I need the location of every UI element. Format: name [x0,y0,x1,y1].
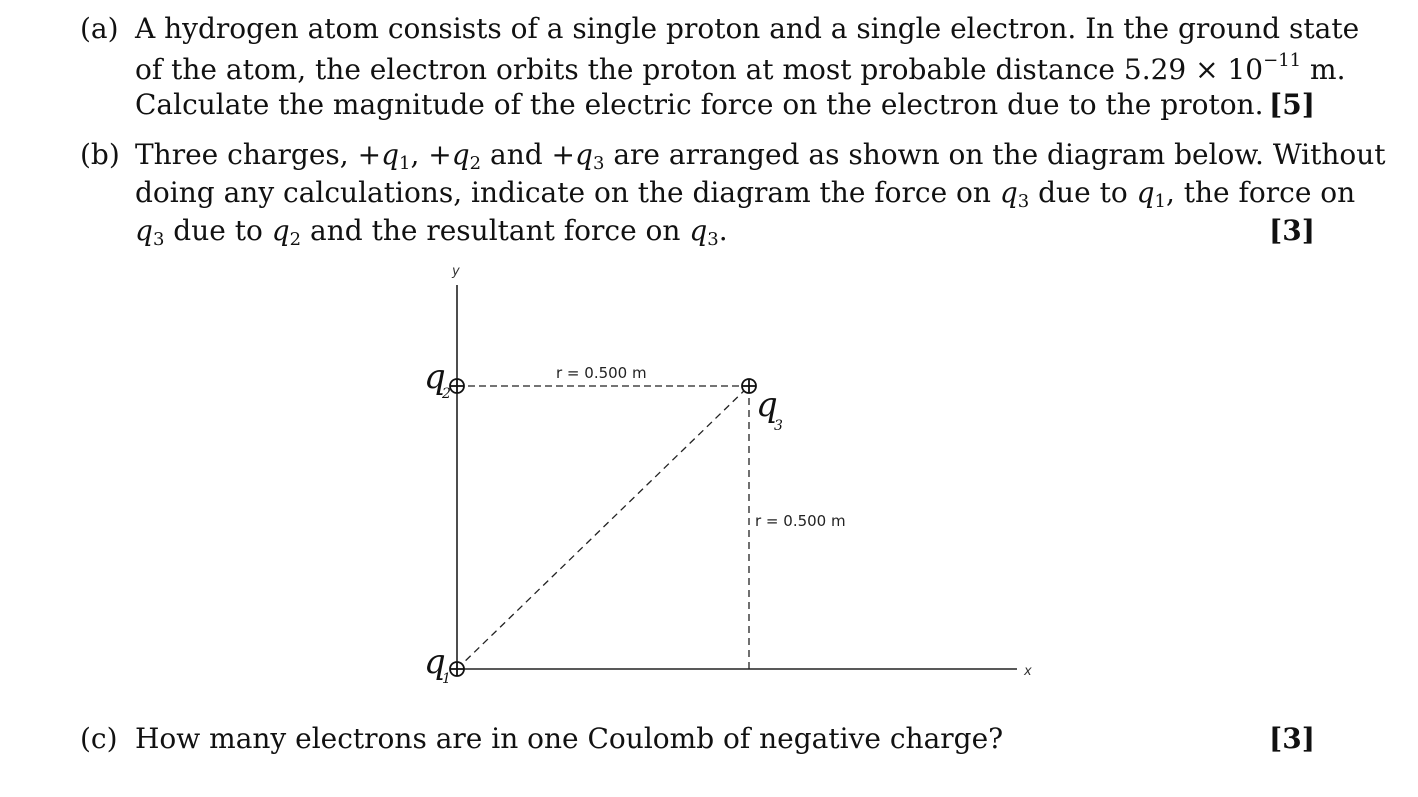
question-a-marks: [5] [1269,88,1315,121]
x-axis-label: x [1024,664,1032,679]
charge-q3 [742,379,783,434]
svg-text:q: q [756,385,778,425]
charge-q2 [424,357,464,402]
question-c-label: (c) [80,722,118,755]
question-c-marks: [3] [1269,722,1315,755]
charge-diagram [400,255,1050,695]
question-c-line-1: How many electrons are in one Coulomb of negative charge? [135,722,1004,755]
svg-text:2: 2 [442,386,451,402]
dashed-line-q1-q3 [457,386,749,669]
question-b-line-1: Three charges, $+q_1$, $+q_2$ and $+q_3$ are arranged as shown on the diagram below. Without [135,138,1386,174]
svg-text:q: q [424,357,446,397]
charge-q1 [424,642,464,687]
distance-label-side: r = 0.500 m [755,512,846,530]
distance-label-top: r = 0.500 m [556,364,647,382]
question-a-line-3: Calculate the magnitude of the electric force on the electron due to the proton. [135,88,1264,121]
svg-text:q: q [424,642,446,682]
question-b-label: (b) [80,138,120,171]
question-a-label: (a) [80,12,119,45]
question-b-marks: [3] [1269,214,1315,247]
question-a-line-1: A hydrogen atom consists of a single proton and a single electron. In the ground state [135,12,1360,45]
svg-text:1: 1 [442,671,451,687]
y-axis-label: y [452,264,460,279]
svg-text:3: 3 [774,418,783,434]
question-b-line-2: doing any calculations, indicate on the diagram the force on $q_3$ due to $q_1$, the force on [135,176,1356,212]
question-b-line-3: $q_3$ due to $q_2$ and the resultant force on $q_3$. [135,214,728,250]
exponent: −11 [1263,50,1302,71]
question-a-line-2: of the atom, the electron orbits the proton at most probable distance $5.29 \times 10^{-11}$ m. [135,50,1346,86]
